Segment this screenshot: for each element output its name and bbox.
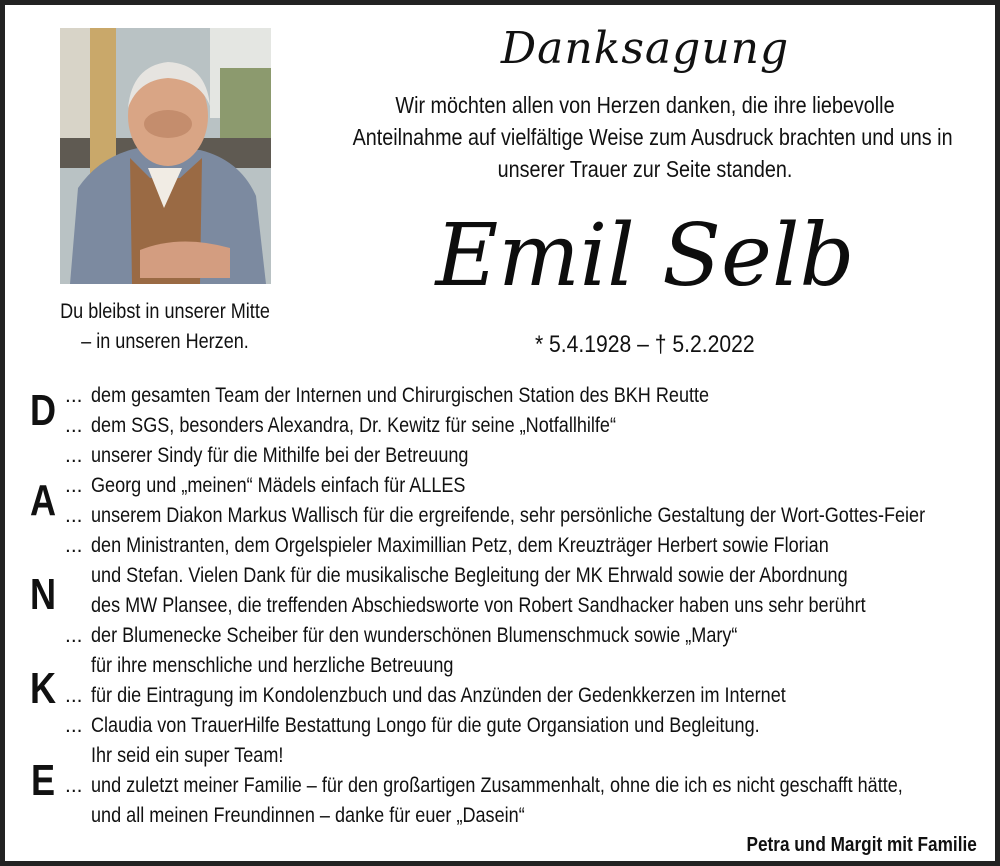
thanks-line [65, 471, 995, 501]
thanks-line [65, 591, 995, 621]
thanks-line [65, 381, 995, 411]
thanks-line [65, 711, 995, 741]
ellipsis-marker: ... [65, 444, 83, 467]
thanks-line-text: dem SGS, besonders Alexandra, Dr. Kewitz für seine „Notfallhilfe“ [91, 414, 616, 437]
thanks-line-text: und all meinen Freundinnen – danke für euer „Dasein“ [91, 804, 525, 827]
thanks-line [65, 741, 995, 771]
ellipsis-marker: ... [65, 714, 83, 737]
heading: Danksagung [500, 23, 790, 74]
danke-letter-n: N [29, 570, 57, 619]
thanks-line-text: Ihr seid ein super Team! [91, 744, 284, 767]
ellipsis-marker: ... [65, 504, 83, 527]
motto-line: Du bleibst in unserer Mitte [60, 300, 270, 323]
ellipsis-marker: ... [65, 384, 83, 407]
intro-text [305, 89, 985, 185]
deceased-name: Emil Selb [435, 206, 855, 306]
motto-line: – in unseren Herzen. [81, 330, 249, 353]
thanks-line-text: den Ministranten, dem Orgelspieler Maximillian Petz, dem Kreuzträger Herbert sowie Florian [91, 534, 829, 557]
portrait-photo [60, 28, 271, 284]
thanks-line-text: unserem Diakon Markus Wallisch für die ergreifende, sehr persönliche Gestaltung der Wort-Gottes-Feier [91, 504, 926, 527]
thanks-line-text: des MW Plansee, die treffenden Abschiedsworte von Robert Sandhacker haben uns sehr berührt [91, 594, 866, 617]
ellipsis-marker: ... [65, 414, 83, 437]
thanks-line-text: und zuletzt meiner Familie – für den großartigen Zusammenhalt, ohne die ich es nicht geschafft hätte, [91, 774, 903, 797]
thanks-line-text: der Blumenecke Scheiber für den wunderschönen Blumenschmuck sowie „Mary“ [91, 624, 738, 647]
ellipsis-marker: ... [65, 534, 83, 557]
life-dates-text: * 5.4.1928 – † 5.2.2022 [535, 331, 755, 358]
ellipsis-marker: ... [65, 474, 83, 497]
thanks-line [65, 561, 995, 591]
danke-letter-a: A [29, 476, 57, 525]
intro-line: Wir möchten allen von Herzen danken, die ihre liebevolle [395, 92, 895, 118]
thanks-line [65, 501, 995, 531]
signature: Petra und Margit mit Familie [746, 834, 977, 856]
thanks-line [65, 681, 995, 711]
thanks-line [65, 771, 995, 801]
thanks-line [65, 801, 995, 831]
thanks-line [65, 441, 995, 471]
ellipsis-marker: ... [65, 774, 83, 797]
thanks-line-text: für ihre menschliche und herzliche Betreuung [91, 654, 454, 677]
thanks-line [65, 531, 995, 561]
thanks-line [65, 651, 995, 681]
danke-letter-k: K [29, 664, 57, 713]
thanks-line [65, 621, 995, 651]
ellipsis-marker: ... [65, 684, 83, 707]
ellipsis-marker: ... [65, 624, 83, 647]
thanks-line-text: dem gesamten Team der Internen und Chirurgischen Station des BKH Reutte [91, 384, 710, 407]
thanks-list [65, 381, 995, 831]
thanks-line-text: Claudia von TrauerHilfe Bestattung Longo für die gute Organsiation und Begleitung. [91, 714, 760, 737]
danke-letter-e: E [30, 756, 56, 805]
motto [45, 297, 286, 357]
thanks-line-text: Georg und „meinen“ Mädels einfach für ALLES [91, 474, 466, 497]
intro-line: Anteilnahme auf vielfältige Weise zum Ausdruck brachten und uns in [352, 124, 953, 150]
intro-line: unserer Trauer zur Seite standen. [497, 156, 793, 182]
danke-letter-d: D [29, 386, 57, 435]
thanks-line [65, 411, 995, 441]
thanks-line-text: und Stefan. Vielen Dank für die musikalische Begleitung der MK Ehrwald sowie der Abordnung [91, 564, 848, 587]
life-dates [305, 329, 985, 361]
portrait-photo-image [60, 28, 271, 284]
thanks-line-text: für die Eintragung im Kondolenzbuch und das Anzünden der Gedenkkerzen im Internet [91, 684, 786, 707]
thanks-line-text: unserer Sindy für die Mithilfe bei der Betreuung [91, 444, 469, 467]
